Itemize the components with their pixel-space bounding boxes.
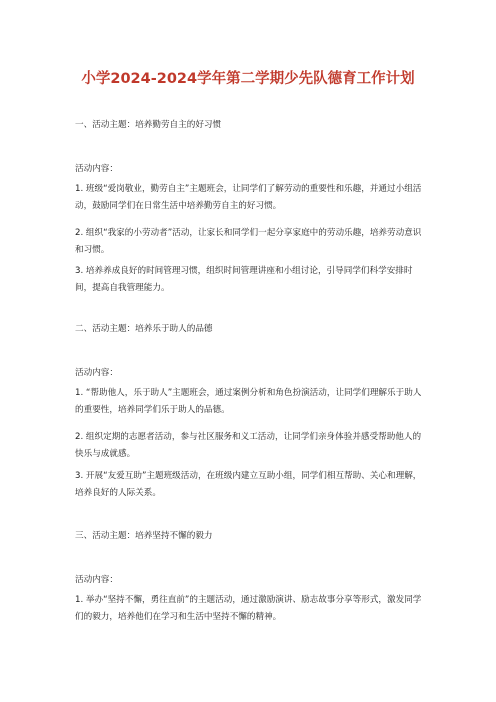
list-item: 1. “帮助他人，乐于助人”主题班会，通过案例分析和角色扮演活动，让同学们理解乐于助人的重要性，培养同学们乐于助人的品德。: [75, 388, 422, 415]
list-item: 1. 班级“爱岗敬业，勤劳自主”主题班会，让同学们了解劳动的重要性和乐趣，并通过小组活动，鼓励同学们在日常生活中培养勤劳自主的好习惯。: [75, 184, 422, 211]
content-label: 活动内容：: [75, 575, 118, 585]
section-heading: 三、活动主题：培养坚持不懈的毅力: [75, 531, 213, 541]
content-label: 活动内容：: [75, 368, 118, 378]
list-item: 2. 组织“我家的小劳动者”活动，让家长和同学们一起分享家庭中的劳动乐趣，培养劳动意识和习惯。: [75, 228, 422, 255]
list-item: 1. 举办“坚持不懈，勇往直前”的主题活动，通过激励演讲、励志故事分享等形式，激发同学们的毅力，培养他们在学习和生活中坚持不懈的精神。: [75, 595, 422, 622]
list-item: 3. 开展“友爱互助”主题班级活动，在班级内建立互助小组，同学们相互帮助、关心和理解，培养良好的人际关系。: [75, 471, 422, 498]
list-item: 3. 培养养成良好的时间管理习惯，组织时间管理讲座和小组讨论，引导同学们科学安排时间，提高自我管理能力。: [75, 266, 413, 293]
content-label: 活动内容：: [75, 164, 118, 174]
section-heading: 二、活动主题：培养乐于助人的品德: [75, 324, 213, 334]
list-item: 2. 组织定期的志愿者活动，参与社区服务和义工活动，让同学们亲身体验并感受帮助他人的快乐与成就感。: [75, 432, 422, 459]
section-heading: 一、活动主题：培养勤劳自主的好习惯: [75, 120, 222, 130]
document-title: 小学2024-2024学年第二学期少先队德育工作计划: [81, 71, 415, 87]
